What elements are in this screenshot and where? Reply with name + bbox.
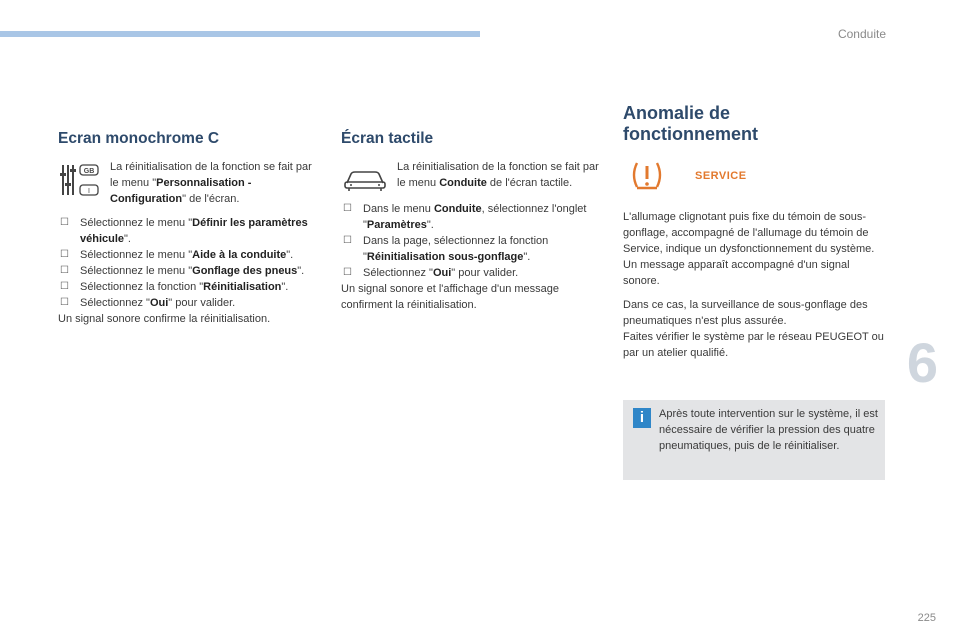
touch-intro-text: La réinitialisation de la fonction se fait par le menu Conduite de l'écran tactile. bbox=[397, 161, 599, 189]
list-item: ☐ Sélectionnez "Oui" pour valider. bbox=[341, 265, 599, 281]
header-accent-bar bbox=[0, 31, 480, 37]
touch-intro bbox=[341, 159, 599, 193]
tyre-pressure-warning-icon bbox=[629, 159, 665, 193]
monochrome-footer-text: Un signal sonore confirme la réinitialisation. bbox=[58, 313, 271, 325]
malfunction-section bbox=[623, 103, 885, 361]
monochrome-screen-section bbox=[58, 131, 323, 327]
service-warning-label: SERVICE bbox=[695, 170, 747, 182]
malfunction-title: Anomalie de fonctionnement bbox=[623, 103, 758, 144]
list-item: ☐ Sélectionnez le menu "Gonflage des pneus". bbox=[58, 263, 323, 279]
page-number: 225 bbox=[917, 612, 936, 624]
section-label: Conduite bbox=[837, 27, 886, 41]
info-note-box bbox=[623, 400, 885, 480]
malfunction-para-3: Dans ce cas, la surveillance de sous-gonflage des pneumatiques n'est plus assurée. bbox=[623, 299, 868, 327]
list-item: ☐ Sélectionnez le menu "Définir les paramètres véhicule". bbox=[58, 215, 323, 247]
malfunction-para-4: Faites vérifier le système par le réseau PEUGEOT ou par un atelier qualifié. bbox=[623, 331, 884, 359]
monochrome-control-panel-icon bbox=[58, 159, 102, 203]
warning-lights-row bbox=[629, 159, 885, 193]
touch-footer-text: Un signal sonore et l'affichage d'un message confirment la réinitialisation. bbox=[341, 283, 560, 311]
touch-screen-section bbox=[341, 131, 599, 313]
svg-text:GB: GB bbox=[83, 168, 95, 175]
list-item: ☐ Dans la page, sélectionnez la fonction "Réinitialisation sous-gonflage". bbox=[341, 233, 599, 265]
malfunction-para-1: L'allumage clignotant puis fixe du témoin de sous-gonflage, accompagné de l'allumage du témoin de Service, indique un dysfonctionnement du système. bbox=[623, 211, 875, 255]
touch-screen-title: Écran tactile bbox=[341, 130, 434, 147]
list-item: ☐ Sélectionnez le menu "Aide à la conduite". bbox=[58, 247, 323, 263]
touch-steps-list bbox=[341, 201, 599, 281]
list-item: ☐ Sélectionnez la fonction "Réinitialisation". bbox=[58, 279, 323, 295]
info-icon: i bbox=[633, 408, 651, 428]
car-icon bbox=[341, 163, 389, 193]
info-note-text: Après toute intervention sur le système, il est nécessaire de vérifier la pression des quatre pneumatiques, puis de le réinitialiser. bbox=[659, 408, 878, 452]
monochrome-intro bbox=[58, 159, 323, 207]
malfunction-para-2: Un message apparaît accompagné d'un signal sonore. bbox=[623, 259, 850, 287]
list-item: ☐ Sélectionnez "Oui" pour valider. bbox=[58, 295, 323, 311]
svg-text:I: I bbox=[88, 188, 90, 195]
list-item: ☐ Dans le menu Conduite, sélectionnez l'onglet "Paramètres". bbox=[341, 201, 599, 233]
monochrome-intro-text: La réinitialisation de la fonction se fait par le menu "Personnalisation - Configuration" de l'écran. bbox=[110, 161, 312, 205]
monochrome-steps-list bbox=[58, 215, 323, 311]
monochrome-screen-title: Ecran monochrome C bbox=[58, 130, 220, 147]
chapter-number: 6 bbox=[906, 331, 938, 394]
